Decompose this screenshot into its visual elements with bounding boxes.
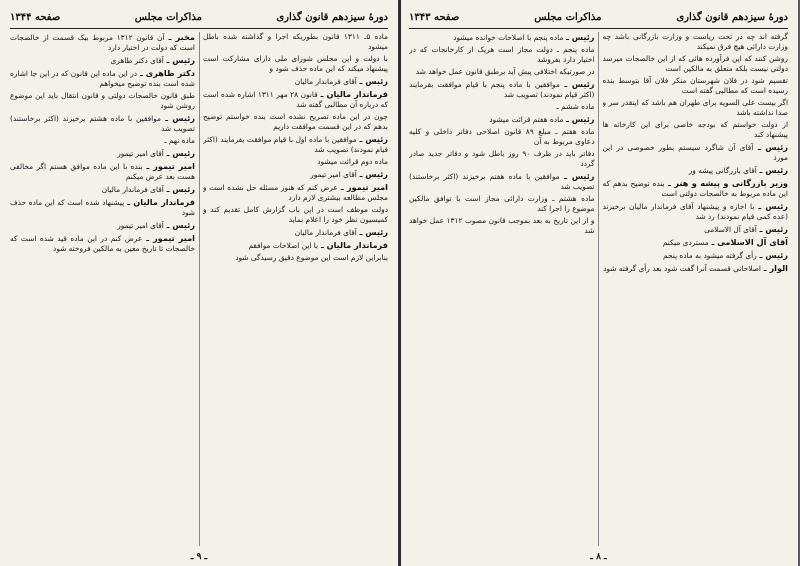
paragraph-text: آقای فرماندار ماليان bbox=[101, 185, 164, 194]
speaker-name: رئیس ـ bbox=[563, 114, 595, 124]
paragraph-text: از دولت خواستم که بودجه خاصی برای این کارخانه ها پیشنهاد کند bbox=[602, 120, 788, 139]
paragraph-text: قانون ۲۸ مهر ۱۳۱۱ اشاره شده است که درباره آن مطالبی گفته شد bbox=[203, 90, 388, 109]
paragraph bbox=[10, 136, 195, 146]
paragraph bbox=[603, 76, 789, 96]
paragraph-text: با این اصلاحات موافقم bbox=[248, 241, 319, 250]
paragraph-text: ماده ۵ـ ۱۳۱۱ قانون بطوریکه اجرا و گذاشته شده باطل میشود bbox=[203, 32, 388, 51]
paragraph-text: ماده هفتم ـ مبلغ ۸۹ قانون اصلاحی دفاتر داخلی و کلیه دعاوی مربوط به آن bbox=[409, 127, 595, 146]
paragraph bbox=[603, 165, 789, 176]
paragraph-text: رأی گرفته میشود به ماده پنجم bbox=[663, 251, 757, 260]
paragraph bbox=[409, 114, 595, 125]
paragraph-text: عرض کنم که هنوز مسئله حل نشده است و مجلس مطالعه بیشتری لازم دارد bbox=[203, 183, 388, 202]
paragraph-text: بنده توضیح بدهم که این ماده مربوط به خالصجات دولتی است bbox=[602, 179, 788, 198]
paragraph-text: طبق قانون خالصجات دولتی و قانون انتقال باید این موضوع روشن شود bbox=[10, 91, 195, 110]
paragraph-text: آقای امیر تیمور bbox=[310, 170, 357, 179]
speaker-name: رئیس ـ bbox=[756, 250, 788, 260]
paragraph bbox=[409, 216, 595, 236]
column-left bbox=[409, 32, 595, 546]
paragraph bbox=[10, 161, 195, 182]
speaker-name: رئیس ـ bbox=[356, 227, 388, 237]
paragraph bbox=[409, 149, 595, 169]
speaker-name: رئیس ـ bbox=[754, 201, 788, 211]
paragraph-text: آن قانون ۱۳۱۲ مربوط بیک قسمت از خالصجات است که دولت در اختیار دارد bbox=[10, 33, 195, 52]
paragraph bbox=[203, 134, 388, 155]
paragraph-text: دفاتر باید در ظرف ۹۰ روز باطل شود و دفاتر جدید صادر گردد bbox=[409, 149, 595, 168]
paragraph bbox=[203, 253, 388, 263]
paragraph bbox=[603, 120, 789, 140]
speaker-name: رئیس ـ bbox=[563, 32, 595, 42]
speaker-name: امیر تیمور ـ bbox=[142, 233, 195, 243]
paragraph bbox=[10, 113, 195, 134]
paragraph-text: بنده با این ماده موافق هستم اگر مخالفی هست بعد عرض میکنم bbox=[10, 162, 195, 181]
paragraph bbox=[203, 205, 388, 225]
page-header-right bbox=[409, 6, 788, 29]
paragraph bbox=[409, 67, 595, 77]
paragraph-text: آقای فرماندار ماليان bbox=[294, 77, 357, 86]
paragraph-text: اصلاحاتی قسمت آنرا گفت شود بعد رأی گرفته شود bbox=[603, 264, 761, 273]
paragraph bbox=[409, 45, 595, 65]
paragraph-text: عرض کنم در این ماده قید شده است که خالصجات تا تاریخ معین به مالکین فروخته شود bbox=[10, 234, 195, 253]
column-left bbox=[10, 32, 195, 546]
paragraph bbox=[409, 127, 595, 147]
paragraph bbox=[409, 32, 595, 43]
paragraph-text: ماده نهم ـ bbox=[164, 136, 195, 145]
book-fold bbox=[399, 0, 401, 566]
paragraph bbox=[603, 224, 789, 235]
paragraph-text: موافقین با ماده هشتم برخیزند (اکثر برخاستند) تصویب شد bbox=[10, 114, 195, 133]
paragraph bbox=[603, 237, 789, 248]
paragraph bbox=[203, 227, 388, 238]
paragraph-text: ماده دوم قرائت میشود bbox=[317, 157, 388, 166]
page-footer-right: ـ ۸ ـ bbox=[590, 552, 607, 562]
paragraph bbox=[203, 169, 388, 180]
column-right bbox=[603, 32, 789, 546]
paragraph bbox=[10, 184, 195, 195]
speaker-name: وزیر بازرگانی و پیشه و هنر ـ bbox=[664, 178, 788, 188]
paragraph bbox=[409, 79, 595, 100]
paragraph bbox=[203, 112, 388, 132]
speaker-name: رئیس ـ bbox=[160, 113, 195, 123]
page-footer-left: ـ ۹ ـ bbox=[190, 552, 208, 562]
paragraph-text: دولت موظف است در این باب گزارش کامل تقدیم کند و کمیسیون نظر خود را اعلام نماید bbox=[203, 205, 388, 224]
paragraph bbox=[10, 148, 195, 159]
paragraph bbox=[603, 142, 789, 163]
paragraph bbox=[603, 178, 789, 199]
speaker-name: رئیس ـ bbox=[356, 134, 388, 144]
paragraph-text: آقای فرماندار ماليان bbox=[294, 228, 357, 237]
paragraph bbox=[10, 233, 195, 254]
paragraph-text: اگر بیست علی السویه برای طهران هم باشد که اینقدر سر و صدا نداشته باشد bbox=[602, 98, 788, 117]
paragraph-text: موافقین با ماده اول با قیام موافقت بفرمایند (اکثر قیام نمودند) تصویب شد bbox=[203, 135, 388, 154]
paragraph bbox=[10, 91, 195, 111]
speaker-name: رئیس ـ bbox=[756, 165, 788, 175]
paragraph-text: تقسیم شود در فلان شهرستان منکر فلان آقا بتوسط بنده رسیده است که مطالبی گفته است bbox=[602, 76, 788, 95]
paragraph-text: گرفته اند چه در تحت ریاست و وزارت بازرگانی باشد چه وزارت دارائی هیچ فرق نمیکند bbox=[602, 32, 788, 51]
speaker-name: رئیس ـ bbox=[356, 76, 388, 86]
speaker-name: رئیس ـ bbox=[356, 169, 388, 179]
speaker-name: فرماندار ماليان ـ bbox=[317, 89, 388, 99]
paragraph-text: چون در این ماده تصریح نشده است بنده خواستم توضیح بدهم که در این قسمت موافقت داریم bbox=[203, 112, 388, 131]
speaker-name: الوار ـ bbox=[760, 263, 788, 273]
paragraph-text: آقای آن شاگرد سیستم بطور خصوصی در این مورد bbox=[602, 143, 788, 162]
speaker-name: رئیس ـ bbox=[163, 55, 195, 65]
paragraph-text: آقای امیر تیمور bbox=[117, 221, 164, 230]
speaker-name: فرماندار ماليان ـ bbox=[124, 197, 195, 207]
paragraph bbox=[603, 250, 789, 261]
paragraph-text: و از این تاریخ به بعد بموجب قانون مصوب ۱۳۱۲ عمل خواهد شد bbox=[409, 216, 595, 235]
paragraph-text: موافقین با ماده هفتم برخیزند (اکثر برخاستند) تصویب شد bbox=[409, 172, 595, 191]
header-page-number: صفحه ۱۳۴۴ bbox=[10, 11, 61, 23]
paragraph bbox=[10, 32, 195, 53]
paragraph-text: آقای آل الاسلامی bbox=[704, 225, 757, 234]
header-session: دورهٔ سیزدهم قانون گذاری bbox=[676, 11, 788, 23]
header-title: مذاکرات مجلس bbox=[134, 11, 202, 23]
paragraph-text: روشن کنند که این فرآورده هائی که از این خالصجات میرسد دولتی نیست بلکه متعلق به مالکین است bbox=[602, 54, 788, 73]
page-header-left bbox=[10, 6, 388, 29]
speaker-name: رئیس ـ bbox=[753, 142, 788, 152]
paragraph bbox=[203, 89, 388, 110]
column-divider bbox=[598, 32, 599, 546]
speaker-name: رئیس ـ bbox=[163, 184, 195, 194]
paragraph-text: بنابراین لازم است این موضوع دقیق رسیدگی شود bbox=[235, 253, 388, 262]
header-session: دورهٔ سیزدهم قانون گذاری bbox=[276, 11, 388, 23]
speaker-name: امیر تیمور ـ bbox=[142, 161, 195, 171]
paragraph bbox=[203, 76, 388, 87]
paragraph bbox=[10, 197, 195, 218]
paragraph bbox=[203, 240, 388, 251]
page-right bbox=[399, 0, 798, 566]
paragraph-text: ماده هشتم ـ وزارت دارائی مجاز است با توافق مالکین موضوع را اجرا کند bbox=[409, 194, 595, 213]
speaker-name: آقای آل الاسلامی ـ bbox=[708, 237, 788, 247]
paragraph bbox=[203, 182, 388, 203]
paragraph-text: ماده هفتم قرائت میشود bbox=[489, 115, 564, 124]
paragraph-text: ماده پنجم ـ دولت مجاز است هریک از کارخانجات که در اختیار دارد بفروشد bbox=[409, 45, 595, 64]
paragraph-text: آقای بازرگانی پیشه ور bbox=[688, 166, 757, 175]
speaker-name: مخبر ـ bbox=[164, 32, 195, 42]
paragraph-text: ماده پنجم با اصلاحات خوانده میشود bbox=[453, 33, 564, 42]
paragraph bbox=[603, 32, 789, 52]
paragraph bbox=[10, 220, 195, 231]
column-divider bbox=[199, 32, 200, 546]
paragraph bbox=[603, 98, 789, 118]
header-page-number: صفحه ۱۳۴۳ bbox=[409, 11, 460, 23]
paragraph-text: با دولت و این مجلس شورای ملی دارای مشارکت است پیشنهاد میکند که این ماده حذف شود و bbox=[203, 54, 388, 73]
speaker-name: امیر تیمور ـ bbox=[337, 182, 388, 192]
paragraph bbox=[603, 54, 789, 74]
speaker-name: رئیس ـ bbox=[163, 220, 195, 230]
speaker-name: فرماندار ماليان ـ bbox=[318, 240, 388, 250]
column-right bbox=[203, 32, 388, 546]
page-left bbox=[0, 0, 399, 566]
speaker-name: رئیس ـ bbox=[559, 171, 595, 181]
speaker-name: رئیس ـ bbox=[559, 79, 595, 89]
paragraph bbox=[409, 194, 595, 214]
paragraph bbox=[603, 263, 789, 274]
paragraph-text: آقای دکتر طاهری bbox=[110, 56, 164, 65]
paragraph-text: در صورتیکه اختلافی پیش آید برطبق قانون عمل خواهد شد bbox=[415, 67, 595, 76]
paragraph bbox=[10, 55, 195, 66]
paragraph bbox=[203, 54, 388, 74]
paragraph bbox=[409, 102, 595, 112]
paragraph-text: مستردی میکنم bbox=[662, 238, 709, 247]
paragraph bbox=[409, 171, 595, 192]
speaker-name: دکتر طاهری ـ bbox=[137, 68, 195, 78]
header-title: مذاکرات مجلس bbox=[534, 11, 602, 23]
speaker-name: رئیس ـ bbox=[756, 224, 788, 234]
paragraph bbox=[203, 32, 388, 52]
paragraph-text: آقای امیر تیمور bbox=[117, 149, 164, 158]
paragraph-text: در این ماده این قانون که در این جا اشاره شده است بنده توضیح میخواهم bbox=[10, 69, 195, 88]
paragraph-text: موافقین با ماده پنجم با قیام موافقت بفرمایند (اکثر قیام نمودند) تصویب شد bbox=[409, 80, 595, 99]
speaker-name: رئیس ـ bbox=[163, 148, 195, 158]
paragraph bbox=[603, 201, 789, 222]
paragraph-text: با اجازه و پیشنهاد آقای فرماندار ماليان برخیزند (عده کمی قیام نمودند) رد شد bbox=[602, 202, 788, 221]
paragraph bbox=[203, 157, 388, 167]
paragraph-text: پیشنهاد شده است که این ماده حذف شود bbox=[10, 198, 195, 217]
paragraph-text: ماده ششم ـ bbox=[556, 102, 595, 111]
paragraph bbox=[10, 68, 195, 89]
